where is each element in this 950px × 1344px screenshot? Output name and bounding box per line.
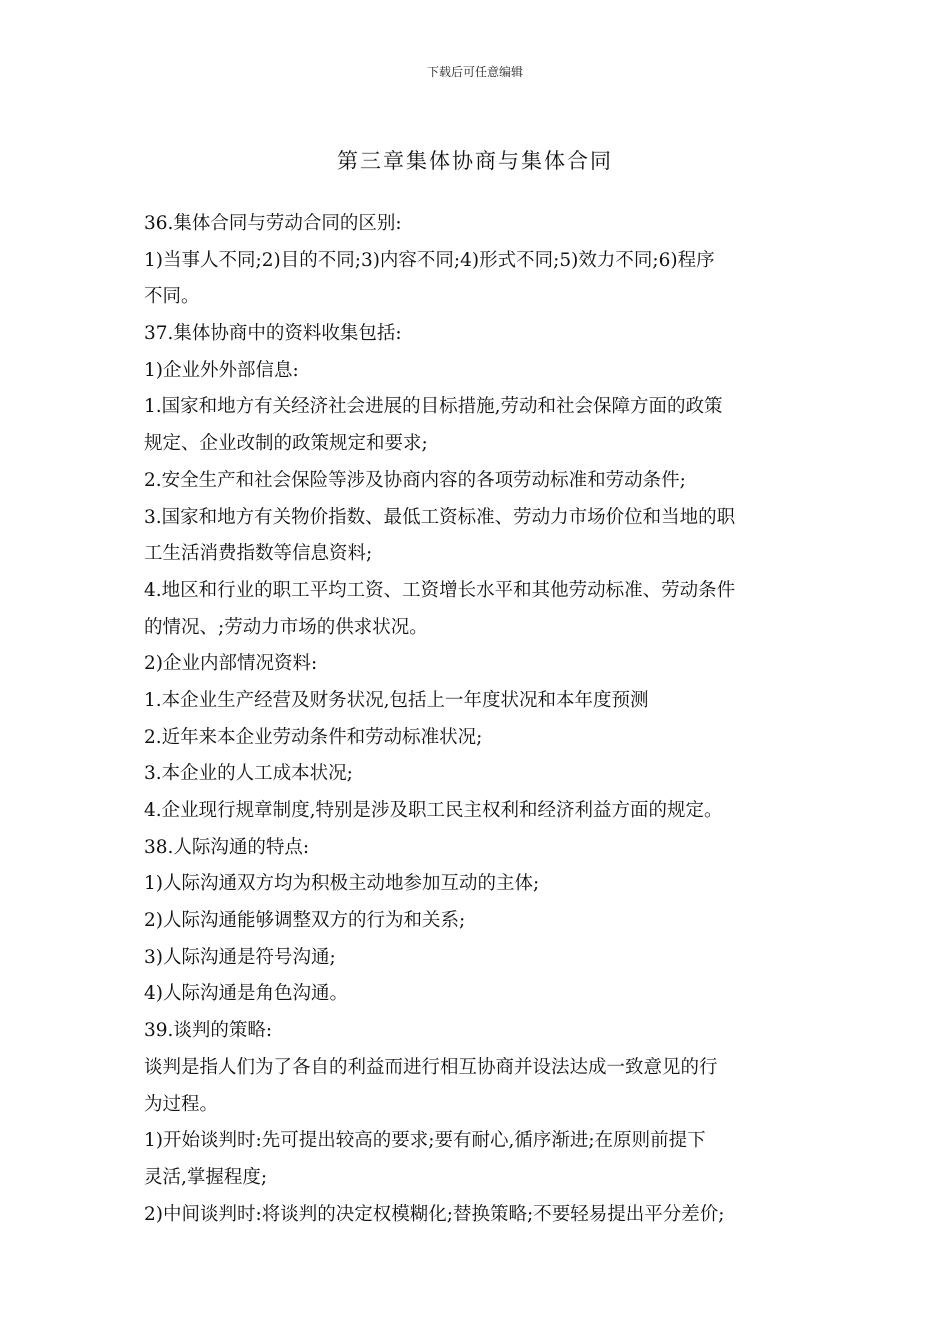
text-line: 1)开始谈判时:先可提出较高的要求;要有耐心,循序渐进;在原则前提下 bbox=[144, 1130, 706, 1152]
text-line: 1)企业外外部信息: bbox=[144, 359, 299, 381]
text-line: 37.集体协商中的资料收集包括: bbox=[144, 323, 402, 345]
text-line: 规定、企业改制的政策规定和要求; bbox=[144, 433, 428, 455]
text-line: 的情况、;劳动力市场的供求状况。 bbox=[144, 616, 428, 638]
text-line: 2)中间谈判时:将谈判的决定权模糊化;替换策略;不要轻易提出平分差价; bbox=[144, 1203, 725, 1225]
text-line: 1)人际沟通双方均为积极主动地参加互动的主体; bbox=[144, 873, 540, 895]
text-line: 2)企业内部情况资料: bbox=[144, 653, 318, 675]
text-line: 36.集体合同与劳动合同的区别: bbox=[144, 213, 402, 234]
text-line: 3.国家和地方有关物价指数、最低工资标准、劳动力市场价位和当地的职 bbox=[144, 506, 736, 528]
text-line: 38.人际沟通的特点: bbox=[144, 836, 310, 858]
text-line: 工生活消费指数等信息资料; bbox=[144, 543, 373, 565]
text-line: 不同。 bbox=[144, 286, 200, 308]
document-title: 第三章集体协商与集体合同 bbox=[337, 149, 613, 173]
text-line: 谈判是指人们为了各自的利益而进行相互协商并设法达成一致意见的行 bbox=[144, 1056, 718, 1078]
text-line: 灵活,掌握程度; bbox=[144, 1166, 268, 1188]
text-line: 4)人际沟通是角色沟通。 bbox=[144, 983, 348, 1005]
text-line: 为过程。 bbox=[144, 1093, 219, 1115]
text-line: 1.国家和地方有关经济社会进展的目标措施,劳动和社会保障方面的政策 bbox=[144, 396, 723, 418]
text-line: 2.近年来本企业劳动条件和劳动标准状况; bbox=[144, 726, 483, 748]
text-line: 2)人际沟通能够调整双方的行为和关系; bbox=[144, 910, 466, 932]
text-line: 1.本企业生产经营及财务状况,包括上一年度状况和本年度预测 bbox=[144, 689, 649, 711]
text-line: 1)当事人不同;2)目的不同;3)内容不同;4)形式不同;5)效力不同;6)程序 bbox=[144, 249, 715, 271]
text-line: 3)人际沟通是符号沟通; bbox=[144, 946, 336, 968]
document-body bbox=[144, 206, 814, 1233]
text-line: 2.安全生产和社会保险等涉及协商内容的各项劳动标准和劳动条件; bbox=[144, 469, 686, 491]
text-line: 3.本企业的人工成本状况; bbox=[144, 763, 353, 785]
header-note: 下载后可任意编辑 bbox=[426, 65, 523, 79]
text-line: 39.谈判的策略: bbox=[144, 1020, 273, 1042]
text-line: 4.地区和行业的职工平均工资、工资增长水平和其他劳动标准、劳动条件 bbox=[144, 579, 736, 601]
text-line: 4.企业现行规章制度,特别是涉及职工民主权利和经济利益方面的规定。 bbox=[144, 800, 723, 821]
